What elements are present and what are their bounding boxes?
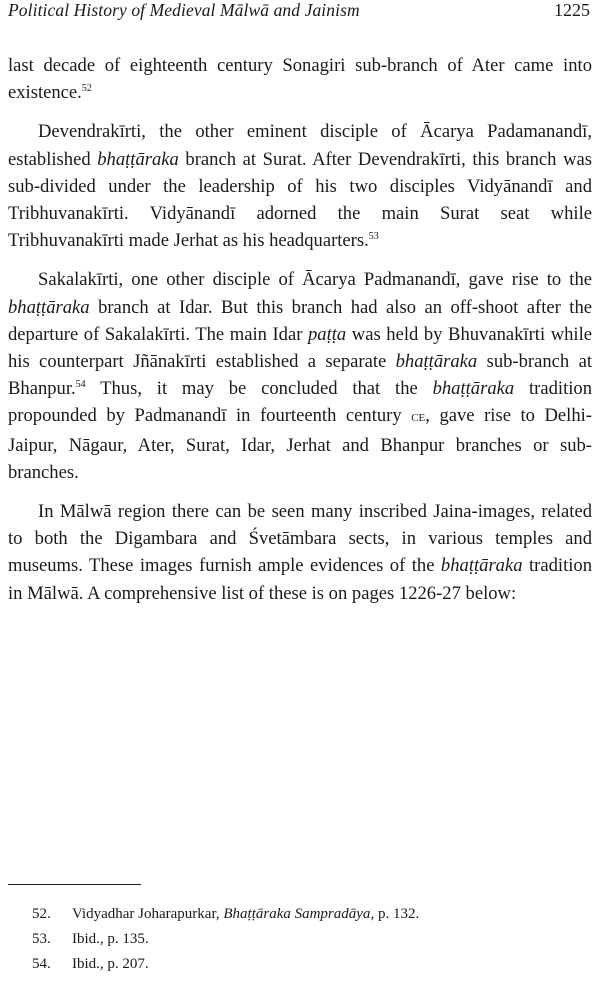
footnote-divider [8,884,141,885]
footnote-number: 53. [32,931,51,947]
paragraph-text: In Mālwā region there can be seen many inscribed Jaina-images, related to both the Digambara and Śvetāmbara sects, in various temples and museums. These images furnish ample evidences of the [8,501,592,577]
paragraph-text: last decade of eighteenth century Sonagiri sub-branch of Ater came into existence. [8,55,592,104]
era-abbreviation: ce [411,409,426,426]
paragraph-text: sub-branch at Bhanpur. [8,351,592,400]
book-title: Political History of Medieval Mālwā and Jainism [8,0,360,20]
paragraph-text: branch at Idar. But this branch had also an off-shoot after the departure of Sakalakīrti. The main Idar [8,296,592,345]
footnotes [32,902,590,977]
footnote-page: , p. 132. [370,906,420,922]
footnote-ref-53[interactable]: 53 [368,231,379,243]
italic-term: bhaṭṭāraka [8,296,90,318]
footnote-text [72,902,590,927]
footnote-ref-52[interactable]: 52 [81,83,92,95]
paragraph-text: , gave rise to Delhi-Jaipur, Nāgaur, Ater, Surat, Idar, Jerhat and Bhanpur branches or sub-branches. [8,405,592,483]
paragraph-text: Devendrakīrti, the other eminent disciple of Ācarya Padamanandī, established [8,121,592,170]
running-header [8,0,590,28]
italic-term: bhaṭṭāraka [432,378,515,400]
page-number: 1225 [554,0,590,20]
paragraph-text: tradition propounded by Padmanandī in fourteenth century [8,378,593,427]
footnote-52 [32,902,590,927]
paragraph-3 [8,266,592,486]
italic-term: bhaṭṭāraka [97,148,179,170]
paragraph-text: Thus, it may be concluded that the [85,378,433,400]
paragraph-1 [8,52,592,106]
footnote-number: 52. [32,906,51,922]
footnote-53 [32,927,590,952]
italic-term: bhaṭṭāraka [395,351,478,373]
footnote-54 [32,952,590,977]
paragraph-4 [8,498,592,607]
paragraph-2 [8,118,592,254]
footnote-book-title: Bhaṭṭāraka Sampradāya [223,906,371,922]
footnote-ref-54[interactable]: 54 [75,379,86,391]
italic-term: paṭṭa [308,323,347,345]
main-text [8,52,592,607]
footnote-author: Vidyadhar Joharapurkar, [72,906,224,922]
paragraph-text: branch at Surat. After Devendrakīrti, this branch was sub-divided under the leadership of his two disciples Vidyānandī and Tribhuvanakīrti. Vidyānandī adorned the main Surat seat while Tribhuvanakīrti made Jerhat as his headquarters. [8,148,592,252]
italic-term: bhaṭṭāraka [440,555,523,577]
paragraph-text: was held by Bhuvanakīrti while his counterpart Jñānakīrti established a separate [8,323,592,373]
footnote-text: Ibid., p. 135. [72,931,149,947]
footnote-number: 54. [32,956,51,972]
paragraph-text: Sakalakīrti, one other disciple of Ācarya Padmanandī, gave rise to the [38,269,592,291]
footnote-text: Ibid., p. 207. [72,956,149,972]
paragraph-text: tradition in Mālwā. A comprehensive list of these is on pages 1226-27 below: [8,555,592,604]
